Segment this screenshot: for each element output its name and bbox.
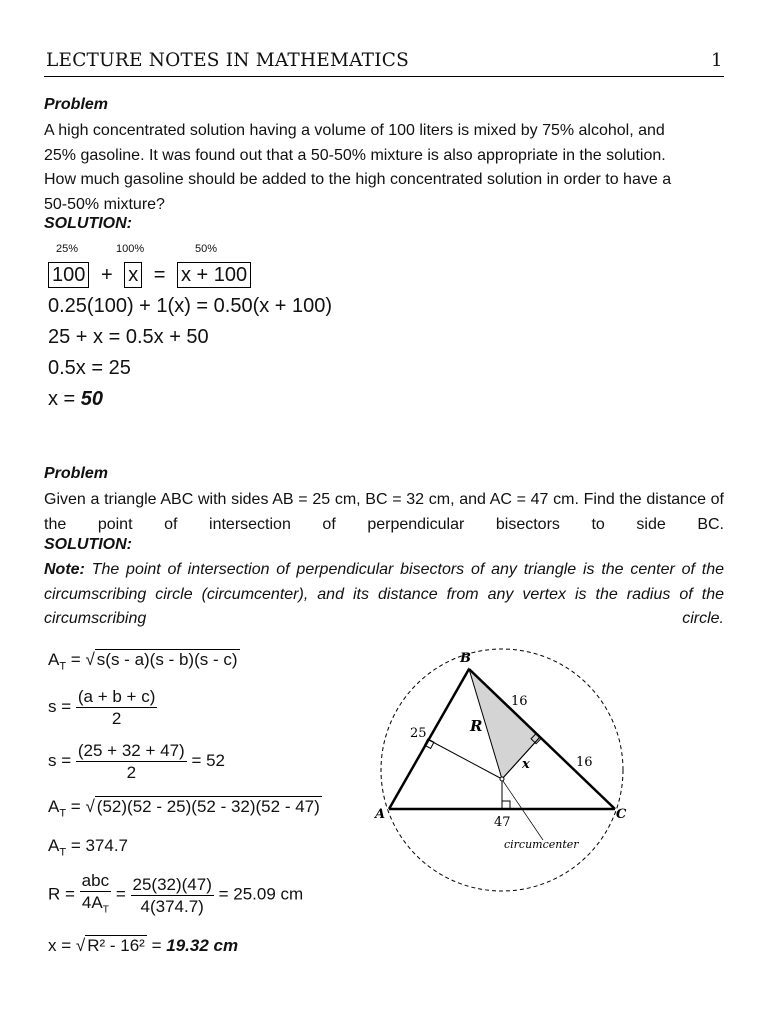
label-r: R	[470, 717, 483, 735]
r-numerator-1: abc	[81, 871, 110, 890]
equation-line-2: 25 + x = 0.5x + 50	[48, 326, 209, 348]
length-bm: 16	[511, 694, 528, 709]
vertex-c: C	[616, 807, 627, 822]
area-subscript-2: T	[59, 807, 67, 820]
s-value-numerator: (25 + 32 + 47)	[77, 741, 185, 760]
length-ac: 47	[494, 815, 511, 830]
heron-radicand: s(s - a)(s - b)(s - c)	[96, 650, 238, 669]
answer-prefix: x =	[48, 388, 81, 410]
side-ab	[389, 669, 469, 809]
vertex-b: B	[460, 651, 471, 666]
r-lhs: R =	[48, 884, 75, 904]
circumcenter-label: circumcenter	[504, 838, 579, 851]
area-radicand: (52)(52 - 25)(52 - 32)(52 - 47)	[96, 797, 320, 816]
s-denominator: 2	[111, 709, 122, 728]
length-mc: 16	[576, 755, 593, 770]
area-value: = 374.7	[70, 836, 129, 855]
box-x: x	[124, 262, 142, 288]
x-lhs: x =	[48, 936, 72, 955]
area-subscript: T	[59, 660, 67, 673]
s-value-lhs: s =	[48, 750, 72, 770]
s-value-result: = 52	[191, 750, 225, 770]
formula-area: $A_T$ = √ s(s - a)(s - b)(s - c)	[48, 650, 238, 673]
area-symbol-2: A	[48, 797, 60, 816]
formula-area-substituted: $A_T$ = √ (52)(52 - 25)(52 - 32)(52 - 47)	[48, 797, 320, 820]
note-label: Note:	[44, 561, 85, 578]
solution-label: SOLUTION:	[44, 215, 132, 232]
box-x-plus-100: x + 100	[177, 262, 251, 288]
equation-line-3: 0.5x = 25	[48, 357, 131, 379]
x-result: 19.32 cm	[166, 936, 239, 955]
problem-2-text: Given a triangle ABC with sides AB = 25 cm, BC = 32 cm, and AC = 47 cm. Find the distance of the point of intersection of perpendicular bisectors to side BC.	[44, 491, 724, 533]
length-ab: 25	[410, 726, 427, 741]
problem-2-label: Problem	[44, 465, 109, 482]
r-denominator-1-text: 4A	[81, 893, 103, 912]
x-equals: =	[151, 936, 162, 955]
circumcenter-point	[500, 777, 504, 781]
equation-line-1: 0.25(100) + 1(x) = 0.50(x + 100)	[48, 295, 333, 317]
area-symbol: A	[48, 650, 60, 669]
r-denominator-subscript: T	[102, 904, 109, 916]
bisector-ab	[429, 740, 502, 779]
problem-label: Problem	[44, 96, 109, 113]
area-symbol-3: A	[48, 836, 60, 855]
r-result: = 25.09 cm	[218, 884, 304, 904]
s-numerator: (a + b + c)	[77, 687, 156, 706]
solution-2-label: SOLUTION:	[44, 536, 132, 553]
box-100: 100	[48, 262, 89, 288]
area-subscript-3: T	[59, 846, 67, 859]
r-numerator-2: 25(32)(47)	[132, 874, 212, 894]
label-x: x	[522, 757, 530, 772]
problem-text: A high concentrated solution having a volume of 100 liters is mixed by 75% alcohol, and 25% gasoline. It was found out that a 50-50% mixture is also appropriate in the solution. How much gasoline should be added to the high concentrated solution in order to have a 50-50% mixture?	[44, 122, 672, 213]
percent-label-100: 100%	[116, 243, 145, 255]
x-radicand: R² - 16²	[87, 936, 145, 955]
percent-label-50: 50%	[195, 243, 218, 255]
percent-label-25: 25%	[56, 243, 79, 255]
answer-value: 50	[80, 388, 104, 410]
r-denominator-2: 4(374.7)	[140, 896, 204, 916]
circumcenter-pointer	[503, 781, 543, 840]
formula-distance: x = √ R² - 16² = 19.32 cm	[48, 936, 239, 955]
s-lhs: s =	[48, 696, 72, 716]
plus-sign: +	[100, 264, 113, 286]
note-text: The point of intersection of perpendicular bisectors of any triangle is the center of the circumscribing circle (circumcenter), and its distance from any vertex is the radius of the circumscribing circle.	[44, 561, 724, 627]
page-header-title: LECTURE NOTES IN MATHEMATICS	[46, 50, 409, 71]
equals-sign: =	[153, 264, 166, 286]
s-value-denominator: 2	[126, 763, 137, 782]
r-equals: =	[115, 884, 126, 904]
vertex-a: A	[375, 807, 386, 822]
page-number: 1	[711, 50, 723, 71]
